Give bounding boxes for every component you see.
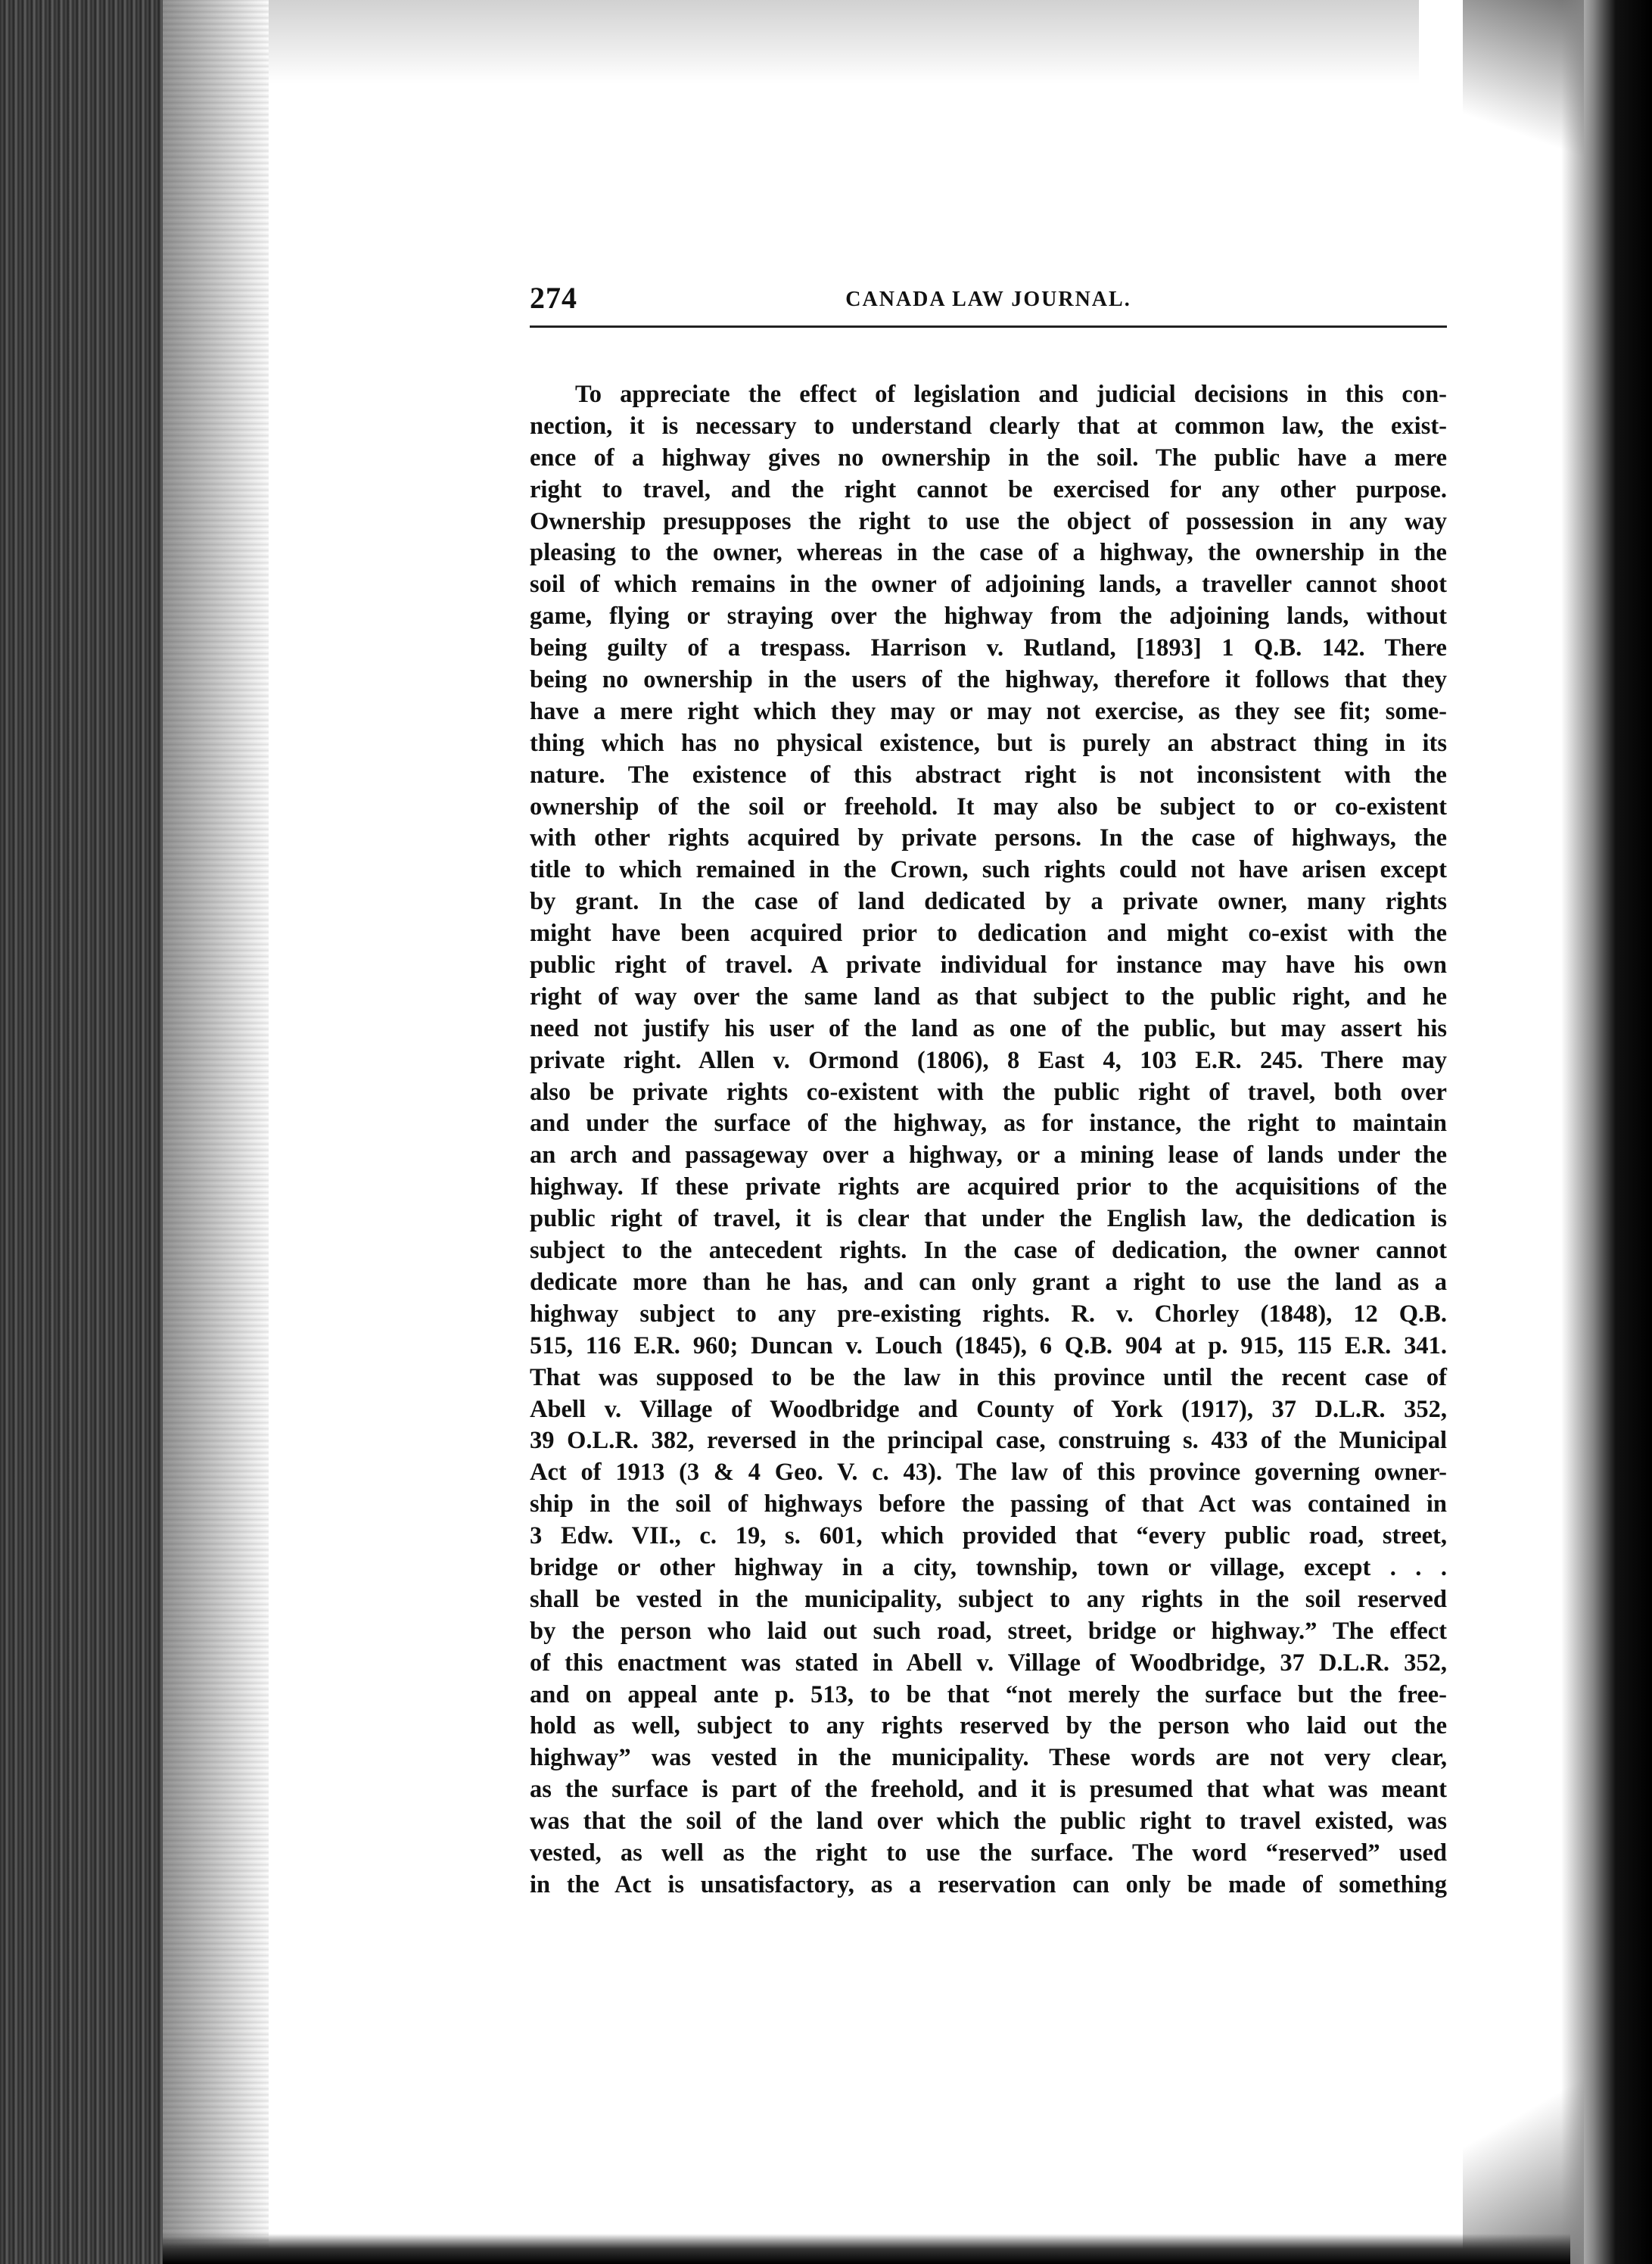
text-line: by the person who laid out such road, street, bridge or highway.” The effect	[530, 1617, 1447, 1645]
text-line: dedicate more than he has, and can only grant a right to use the land as a	[530, 1268, 1447, 1296]
text-line: was that the soil of the land over which the public right to travel existed, was	[530, 1808, 1447, 1836]
text-line: an arch and passageway over a highway, or a mining lease of lands under the	[530, 1141, 1447, 1169]
text-line: Ownership presupposes the right to use the object of possession in any way	[530, 507, 1447, 535]
text-line: Act of 1913 (3 & 4 Geo. V. c. 43). The law of this province governing owner-	[530, 1459, 1447, 1487]
scan-top-shadow	[269, 0, 1419, 83]
text-line: 515, 116 E.R. 960; Duncan v. Louch (1845), 6 Q.B. 904 at p. 915, 115 E.R. 341.	[530, 1331, 1447, 1359]
text-line: being no ownership in the users of the highway, therefore it follows that they	[530, 666, 1447, 694]
text-line: game, flying or straying over the highway from the adjoining lands, without	[530, 603, 1447, 631]
text-line: and on appeal ante p. 513, to be that “not merely the surface but the free-	[530, 1680, 1447, 1708]
text-line: pleasing to the owner, whereas in the case of a highway, the ownership in the	[530, 539, 1447, 567]
text-line: public right of travel, it is clear that under the English law, the dedication is	[530, 1205, 1447, 1233]
text-line: ship in the soil of highways before the passing of that Act was contained in	[530, 1490, 1447, 1518]
text-line: of this enactment was stated in Abell v. Village of Woodbridge, 37 D.L.R. 352,	[530, 1649, 1447, 1677]
text-line: ence of a highway gives no ownership in the soil. The public have a mere	[530, 444, 1447, 472]
text-line: highway” was vested in the municipality. These words are not very clear,	[530, 1744, 1447, 1772]
text-line: subject to the antecedent rights. In the case of dedication, the owner cannot	[530, 1237, 1447, 1265]
text-line: being guilty of a trespass. Harrison v. Rutland, [1893] 1 Q.B. 142. There	[530, 634, 1447, 662]
text-line: hold as well, subject to any rights reserved by the person who laid out the	[530, 1712, 1447, 1740]
text-line: right of way over the same land as that subject to the public right, and he	[530, 983, 1447, 1011]
text-line: ownership of the soil or freehold. It may also be subject to or co-existent	[530, 793, 1447, 821]
text-line: title to which remained in the Crown, such rights could not have arisen except	[530, 856, 1447, 884]
body-paragraph	[530, 379, 1447, 1901]
text-line: highway. If these private rights are acquired prior to the acquisitions of the	[530, 1173, 1447, 1201]
text-line: nection, it is necessary to understand clearly that at common law, the exist-	[530, 412, 1447, 440]
journal-title: CANADA LAW JOURNAL.	[845, 288, 1131, 311]
text-line: with other rights acquired by private persons. In the case of highways, the	[530, 824, 1447, 852]
text-line: highway subject to any pre-existing rights. R. v. Chorley (1848), 12 Q.B.	[530, 1300, 1447, 1328]
text-line: 39 O.L.R. 382, reversed in the principal case, construing s. 433 of the Municipal	[530, 1427, 1447, 1455]
text-line: by grant. In the case of land dedicated by a private owner, many rights	[530, 888, 1447, 916]
text-line: private right. Allen v. Ormond (1806), 8 East 4, 103 E.R. 245. There may	[530, 1046, 1447, 1074]
book-binding-shadow-left	[0, 0, 163, 2264]
text-line: 3 Edw. VII., c. 19, s. 601, which provided that “every public road, street,	[530, 1522, 1447, 1550]
text-line: nature. The existence of this abstract right is not inconsistent with the	[530, 761, 1447, 789]
text-line: in the Act is unsatisfactory, as a reservation can only be made of something	[530, 1870, 1447, 1898]
text-line: public right of travel. A private individual for instance may have his own	[530, 951, 1447, 979]
text-line: That was supposed to be the law in this province until the recent case of	[530, 1363, 1447, 1391]
page-gutter-shadow	[163, 0, 269, 2264]
document-page	[530, 280, 1447, 1901]
text-line: bridge or other highway in a city, township, town or village, except . . .	[530, 1553, 1447, 1581]
running-header	[530, 280, 1447, 328]
text-line: thing which has no physical existence, but is purely an abstract thing in its	[530, 729, 1447, 757]
text-line: need not justify his user of the land as one of the public, but may assert his	[530, 1014, 1447, 1042]
text-line: and under the surface of the highway, as for instance, the right to maintain	[530, 1110, 1447, 1138]
text-line: soil of which remains in the owner of adjoining lands, a traveller cannot shoot	[530, 571, 1447, 599]
text-line: right to travel, and the right cannot be exercised for any other purpose.	[530, 475, 1447, 503]
text-line: Abell v. Village of Woodbridge and County of York (1917), 37 D.L.R. 352,	[530, 1395, 1447, 1423]
text-line: also be private rights co-existent with the public right of travel, both over	[530, 1078, 1447, 1106]
text-line: shall be vested in the municipality, subject to any rights in the soil reserved	[530, 1585, 1447, 1613]
scan-bottom-edge	[163, 2234, 1570, 2264]
page-number: 274	[530, 281, 577, 315]
text-line: vested, as well as the right to use the surface. The word “reserved” used	[530, 1839, 1447, 1867]
text-line: have a mere right which they may or may not exercise, as they see fit; some-	[530, 697, 1447, 725]
text-line: as the surface is part of the freehold, and it is presumed that what was meant	[530, 1776, 1447, 1804]
text-line: might have been acquired prior to dedication and might co-exist with the	[530, 920, 1447, 948]
text-line: To appreciate the effect of legislation and judicial decisions in this con-	[575, 381, 1447, 408]
book-edge-shadow-right	[1561, 0, 1652, 2264]
